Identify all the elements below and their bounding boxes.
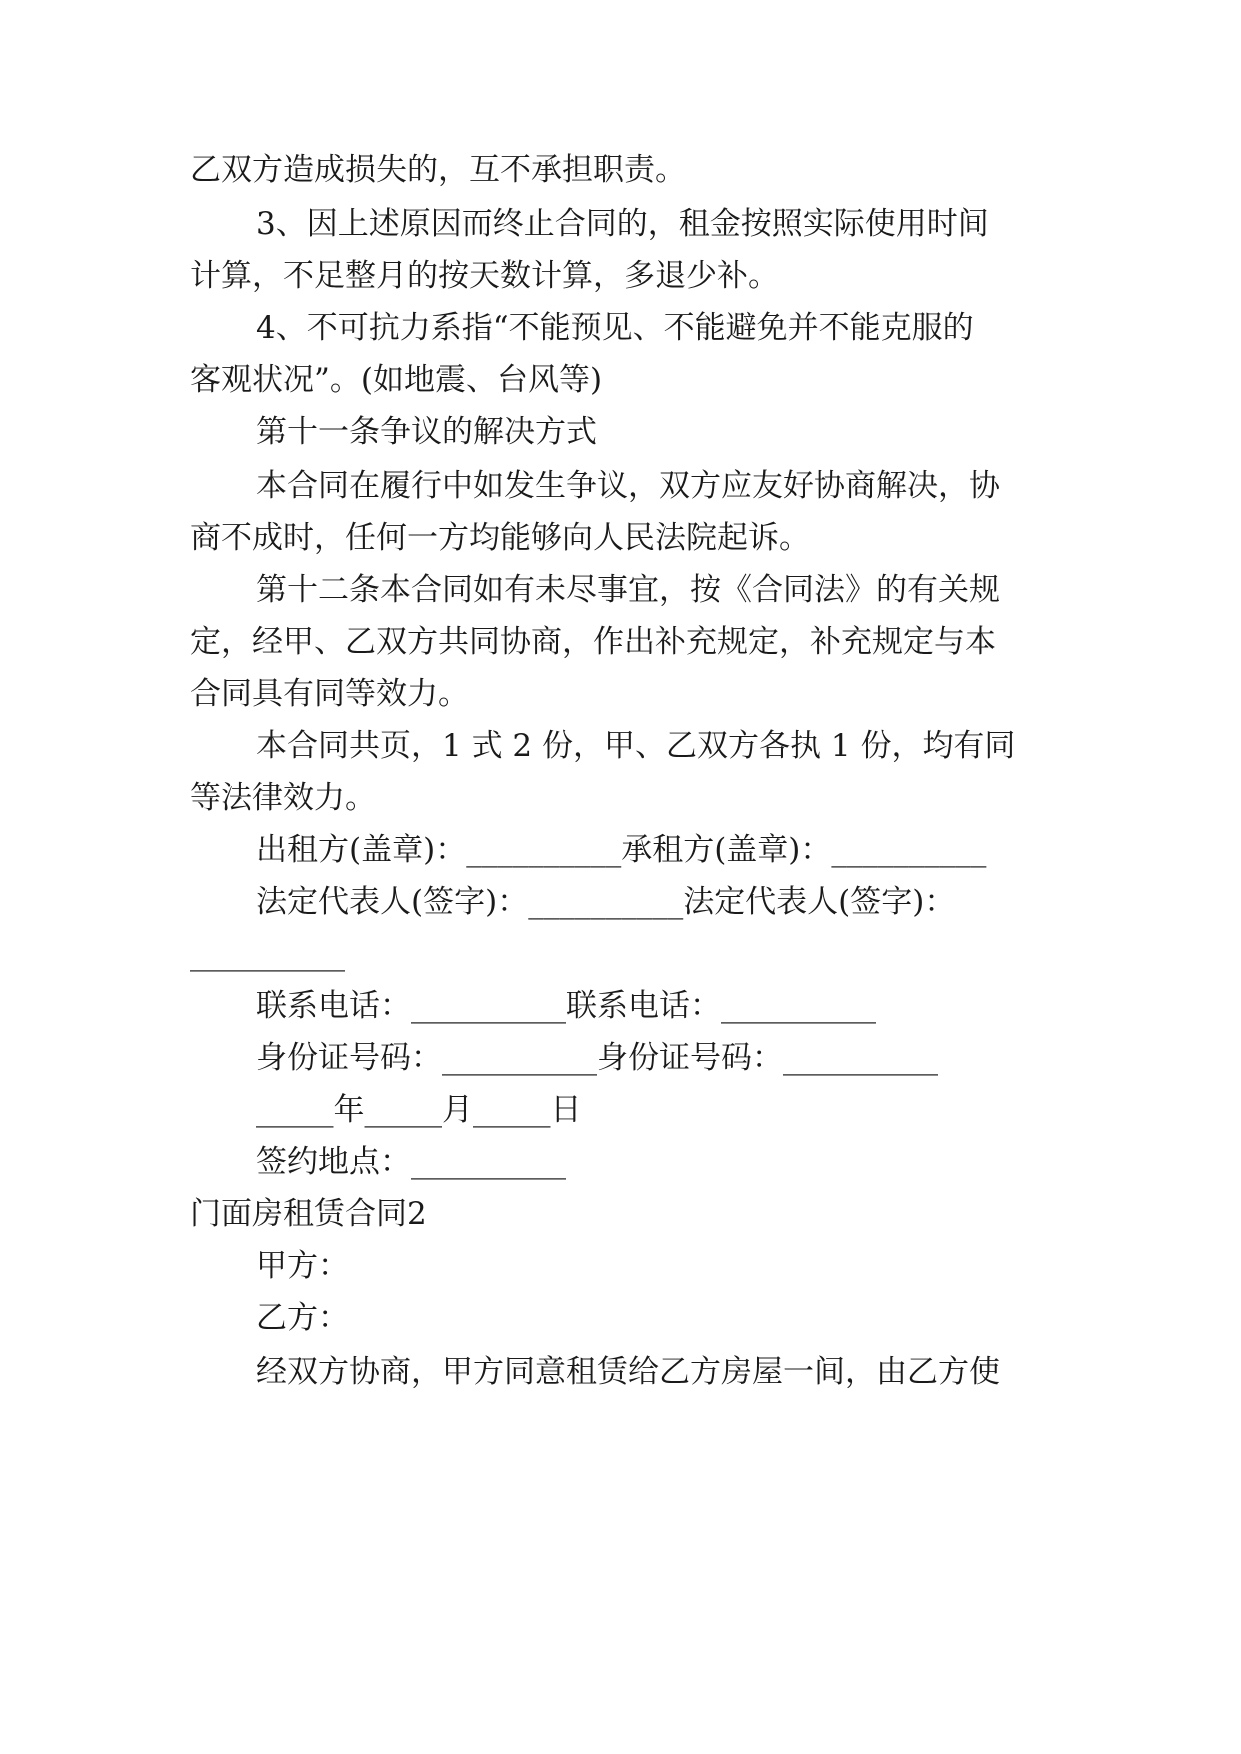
text-line: 本合同共页，1 式 2 份，甲、乙双方各执 1 份，均有同 [256, 728, 1016, 764]
text-line: 定，经甲、乙双方共同协商，作出补充规定，补充规定与本 [190, 624, 996, 660]
signature-line: 出租方(盖章)：__________承租方(盖章)：__________ [256, 832, 987, 868]
text-line: 合同具有同等效力。 [190, 676, 469, 712]
text-line: 第十二条本合同如有未尽事宜，按《合同法》的有关规 [256, 572, 1000, 608]
text-line: 商不成时，任何一方均能够向人民法院起诉。 [190, 520, 810, 556]
text-line: 经双方协商，甲方同意租赁给乙方房屋一间，由乙方使 [256, 1354, 1000, 1390]
text-line: 本合同在履行中如发生争议，双方应友好协商解决，协 [256, 468, 1000, 504]
text-line: 乙双方造成损失的，互不承担职责。 [190, 152, 686, 188]
signature-line: 联系电话：__________联系电话：__________ [256, 988, 876, 1024]
text-line: 甲方： [256, 1248, 349, 1284]
date-line: _____年_____月_____日 [256, 1092, 582, 1128]
text-line: 计算，不足整月的按天数计算，多退少补。 [190, 258, 779, 294]
text-line: 3、因上述原因而终止合同的，租金按照实际使用时间 [256, 206, 989, 242]
signature-line: __________ [190, 936, 345, 972]
text-line: 4、不可抗力系指“不能预见、不能避免并不能克服的 [256, 310, 974, 346]
signature-line: 签约地点：__________ [256, 1144, 566, 1180]
text-line: 等法律效力。 [190, 780, 376, 816]
signature-line: 法定代表人(签字)：__________法定代表人(签字)： [256, 884, 956, 920]
text-line: 客观状况”。(如地震、台风等) [190, 362, 603, 398]
document-title: 门面房租赁合同2 [190, 1196, 427, 1232]
signature-line: 身份证号码：__________身份证号码：__________ [256, 1040, 938, 1076]
section-heading: 第十一条争议的解决方式 [256, 414, 597, 450]
text-line: 乙方： [256, 1300, 349, 1336]
